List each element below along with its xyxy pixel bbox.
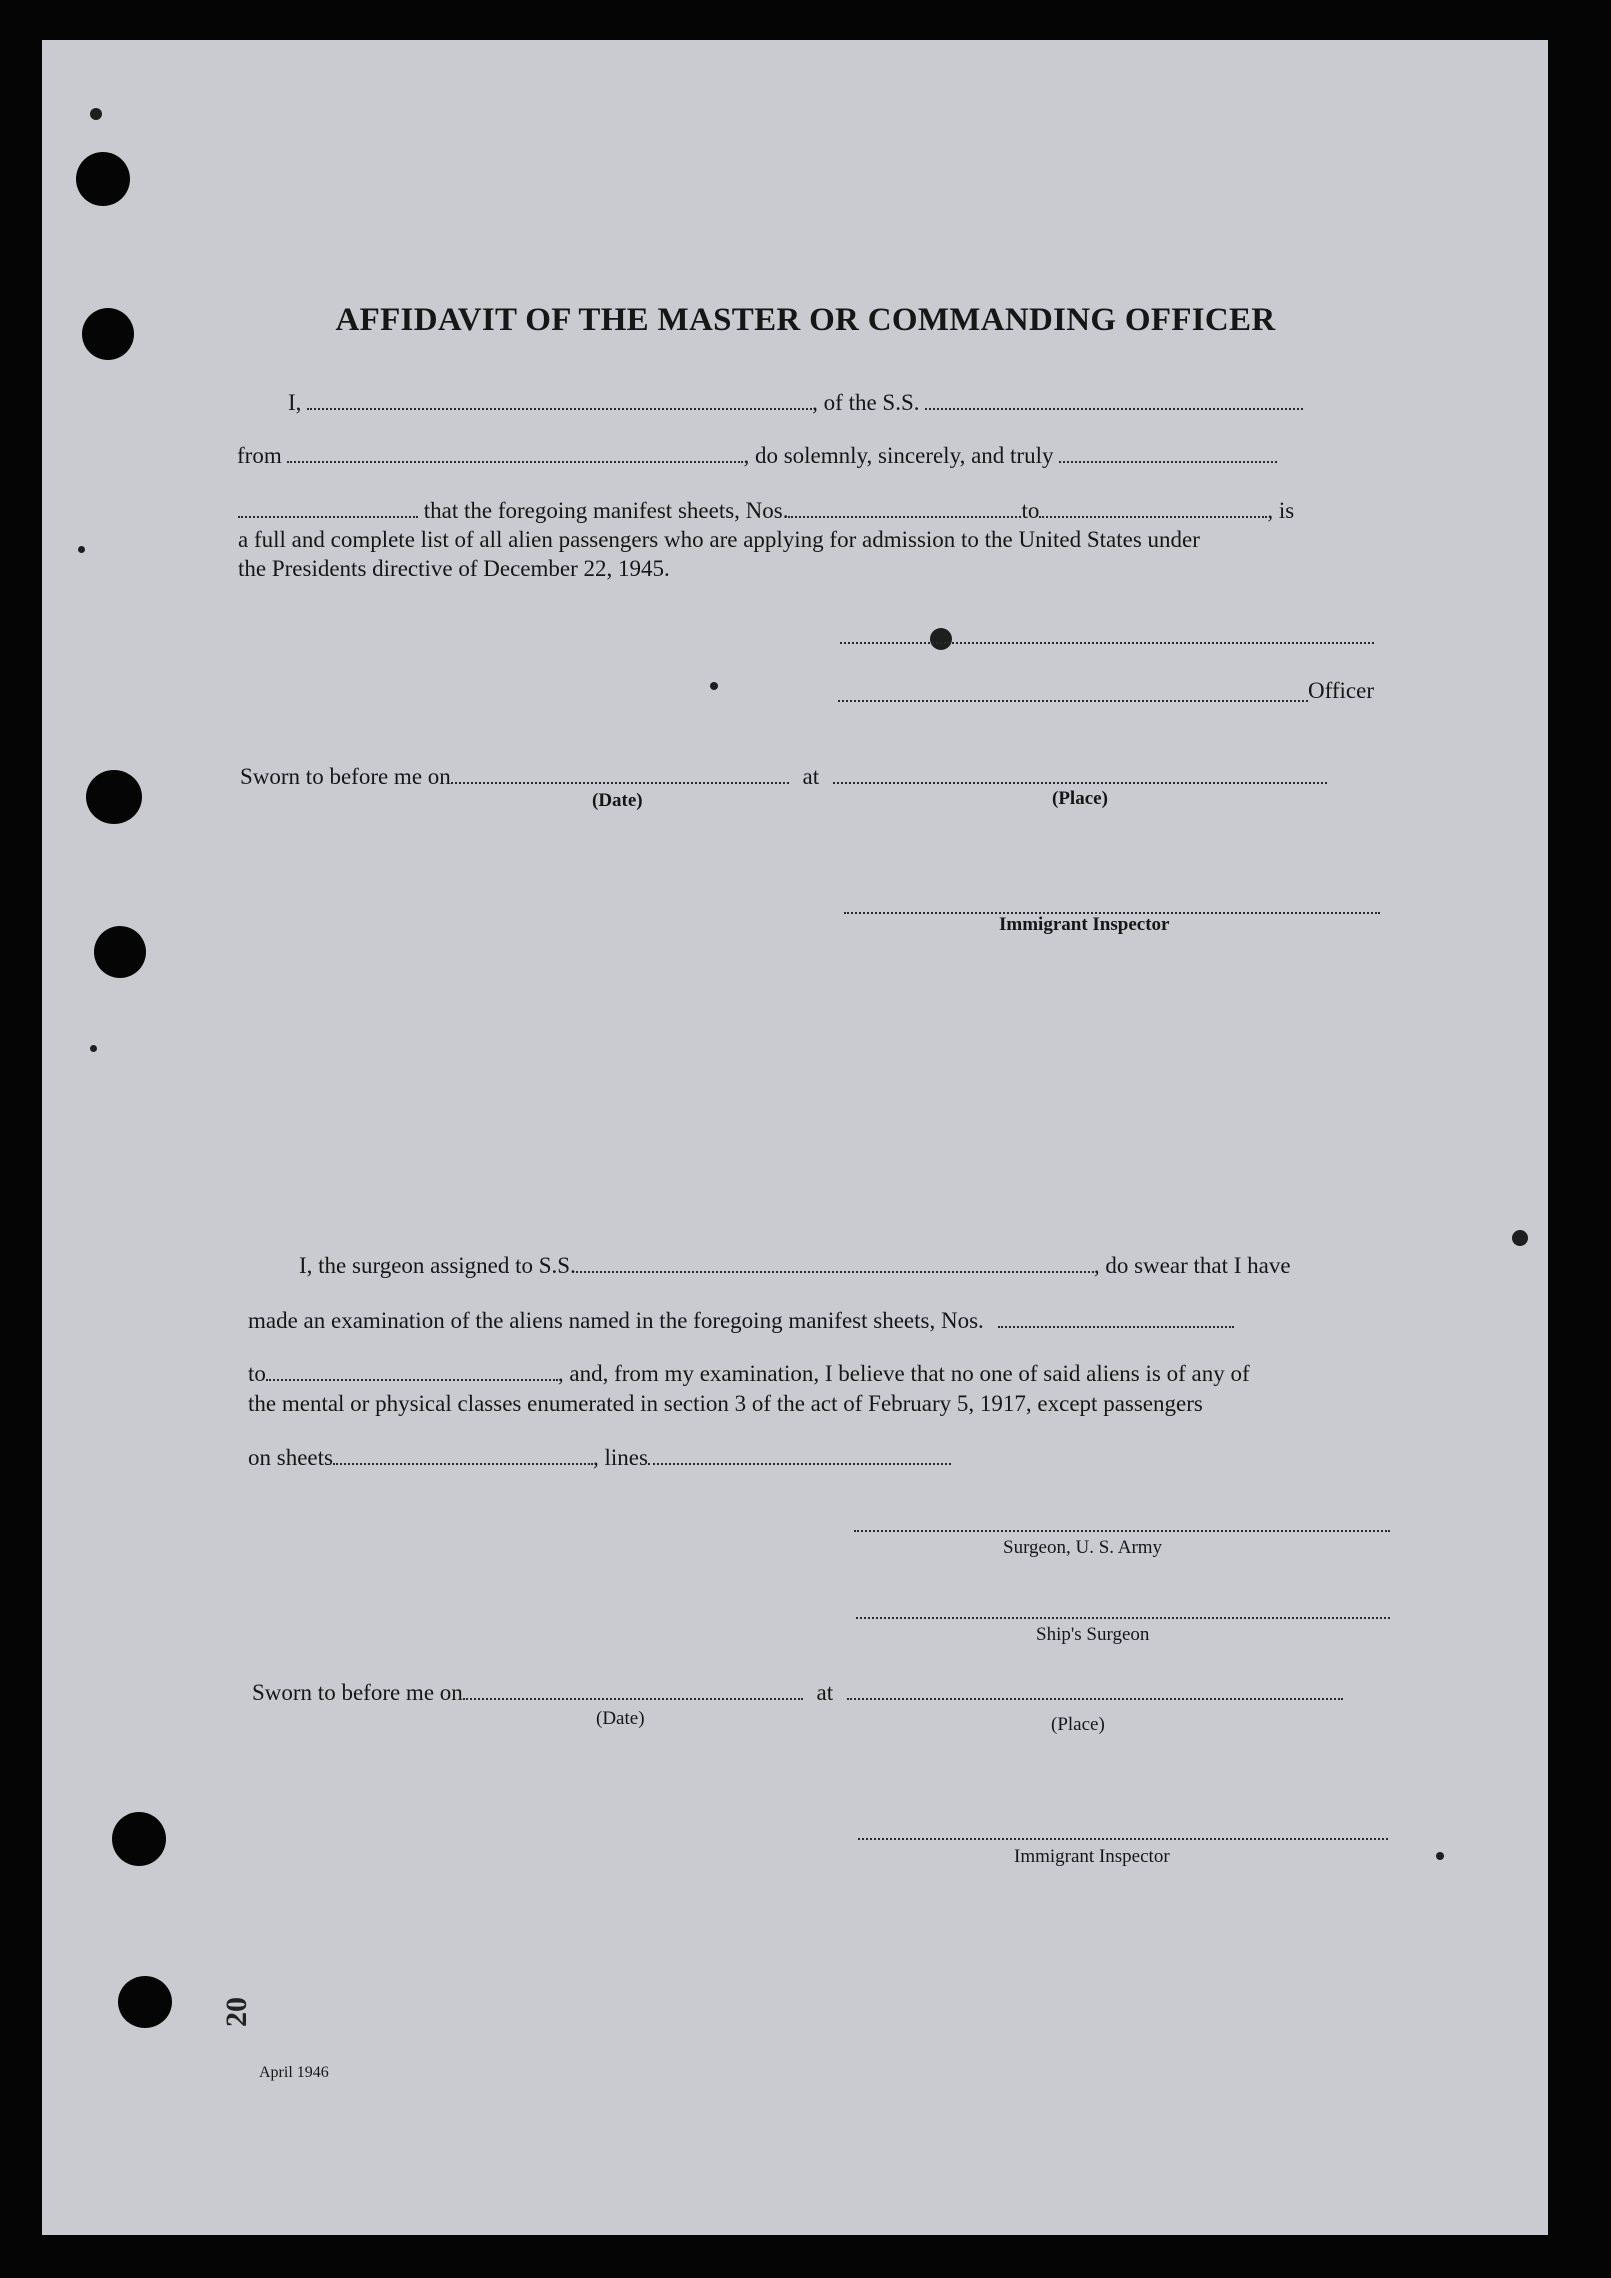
master-oath-field[interactable] [238,516,418,518]
master-truly-field[interactable] [1059,461,1277,463]
ship-surgeon-signature-line[interactable] [856,1617,1390,1619]
document-page [42,40,1548,2235]
punch-hole-3 [86,770,142,824]
master-sworn-line [240,764,1327,790]
master-sheets-to-field[interactable] [1039,516,1267,518]
surgeon-line-5 [248,1445,951,1471]
master-ship-label: , of the S.S. [812,390,920,415]
speck [90,108,102,120]
surgeon-line-3 [248,1361,1250,1387]
speck [1512,1230,1528,1246]
surgeon-on-sheets-field[interactable] [333,1463,593,1465]
ship-surgeon-caption: Ship's Surgeon [1036,1624,1150,1645]
speck [710,682,718,690]
master-i-label: I, [288,390,302,415]
master-signature-line[interactable] [840,642,1374,644]
master-name-field[interactable] [307,408,812,410]
surgeon-on-sheets-label: on sheets [248,1445,333,1470]
surgeon-belief-label: , and, from my examination, I believe that no one of said aliens is of any of [557,1361,1250,1386]
surgeon-sheets-to-field[interactable] [266,1379,558,1381]
army-surgeon-signature-line[interactable] [854,1530,1390,1532]
master-ship-field[interactable] [925,408,1303,410]
master-line-5: the Presidents directive of December 22, 1945. [238,556,670,581]
surgeon-line-2 [248,1308,1234,1334]
punch-hole-1 [76,152,130,206]
officer-label: Officer [1308,678,1374,703]
master-sworn-place-field[interactable] [833,782,1327,784]
master-line-2 [237,443,1277,469]
speck [930,628,952,650]
punch-hole-4 [94,926,146,978]
master-sheets-label: that the foregoing manifest sheets, Nos. [423,498,789,523]
surgeon-inspector-signature-line[interactable] [858,1838,1388,1840]
punch-hole-6 [118,1976,172,2028]
master-line-1 [288,390,1303,416]
surgeon-ship-field[interactable] [576,1271,1094,1273]
surgeon-lines-label: , lines [592,1445,648,1470]
form-date: April 1946 [259,2064,329,2081]
master-sheets-from-field[interactable] [788,516,1021,518]
speck [78,546,85,553]
speck [1436,1852,1444,1860]
master-line-4: a full and complete list of all alien passengers who are applying for admission to the United States under [238,527,1200,552]
speck [90,1045,97,1052]
surgeon-line-4: the mental or physical classes enumerated in section 3 of the act of February 5, 1917, except passengers [248,1391,1203,1416]
master-from-field[interactable] [287,461,743,463]
surgeon-inspector-caption: Immigrant Inspector [1014,1846,1170,1867]
master-place-caption: (Place) [1052,788,1108,809]
surgeon-sworn-label: Sworn to before me on [252,1680,463,1705]
surgeon-sworn-date-field[interactable] [463,1698,803,1700]
surgeon-sworn-line [252,1680,1343,1706]
sheet-number-stamp: 20 [220,1997,253,2027]
punch-hole-5 [112,1812,166,1866]
officer-signature-line[interactable] [838,700,1308,702]
surgeon-at-label: at [816,1680,834,1705]
master-date-caption: (Date) [592,790,643,811]
surgeon-place-caption: (Place) [1051,1714,1105,1735]
master-sworn-label: Sworn to before me on [240,764,451,789]
surgeon-lines-field[interactable] [648,1463,951,1465]
master-at-label: at [802,764,820,789]
surgeon-sworn-place-field[interactable] [847,1698,1343,1700]
master-solemnly-label: , do solemnly, sincerely, and truly [743,443,1054,468]
surgeon-examination-label: made an examination of the aliens named in the foregoing manifest sheets, Nos. [248,1308,984,1333]
master-inspector-caption: Immigrant Inspector [999,914,1170,935]
master-line-3 [238,498,1294,524]
surgeon-assigned-label: I, the surgeon assigned to S.S. [299,1253,576,1278]
master-from-label: from [237,443,282,468]
surgeon-to-label: to [248,1361,266,1386]
master-sworn-date-field[interactable] [451,782,789,784]
surgeon-sheets-from-field[interactable] [998,1326,1234,1328]
master-is-label: , is [1267,498,1295,523]
master-to-label: to [1021,498,1040,523]
army-surgeon-caption: Surgeon, U. S. Army [1003,1537,1163,1558]
surgeon-line-1 [299,1253,1291,1279]
surgeon-date-caption: (Date) [596,1708,645,1729]
surgeon-swear-label: , do swear that I have [1093,1253,1291,1278]
document-title: AFFIDAVIT OF THE MASTER OR COMMANDING OFFICER [335,302,1276,338]
